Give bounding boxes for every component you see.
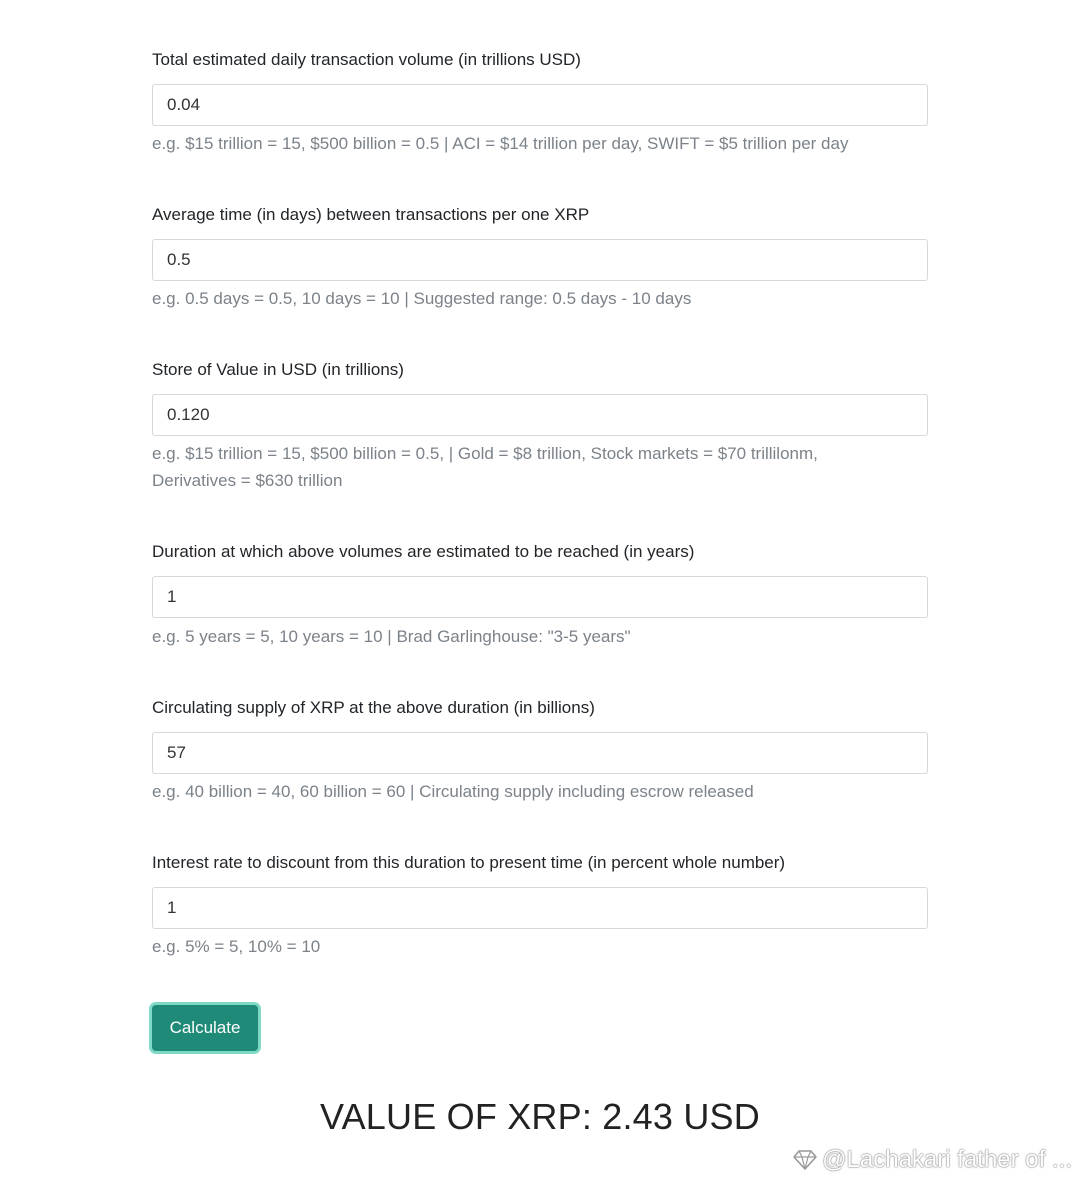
field-label-daily-volume: Total estimated daily transaction volume (in trillions USD) (152, 50, 581, 69)
watermark (792, 1146, 1072, 1174)
daily-volume-input[interactable] (152, 84, 928, 126)
field-label-store-of-value: Store of Value in USD (in trillions) (152, 360, 404, 379)
field-label-circulating-supply: Circulating supply of XRP at the above duration (in billions) (152, 698, 595, 717)
field-label-average-time: Average time (in days) between transactions per one XRP (152, 205, 590, 224)
watermark-text: @Lachakari father of ... (822, 1146, 1072, 1173)
field-help-duration: e.g. 5 years = 5, 10 years = 10 | Brad Garlinghouse: "3-5 years" (152, 627, 631, 646)
field-help-circulating-supply: e.g. 40 billion = 40, 60 billion = 60 | Circulating supply including escrow released (152, 782, 754, 801)
interest-rate-input[interactable] (152, 887, 928, 929)
field-label-interest-rate: Interest rate to discount from this duration to present time (in percent whole number) (152, 853, 786, 872)
calculate-button[interactable]: Calculate (152, 1005, 258, 1051)
field-help-daily-volume: e.g. $15 trillion = 15, $500 billion = 0.5 | ACI = $14 trillion per day, SWIFT = $5 trillion per day (152, 134, 849, 153)
diamond-logo-icon (792, 1149, 818, 1171)
circulating-supply-input[interactable] (152, 732, 928, 774)
duration-input[interactable] (152, 576, 928, 618)
average-time-input[interactable] (152, 239, 928, 281)
field-help-average-time: e.g. 0.5 days = 0.5, 10 days = 10 | Suggested range: 0.5 days - 10 days (152, 289, 692, 308)
field-help-interest-rate: e.g. 5% = 5, 10% = 10 (152, 937, 321, 956)
field-label-duration: Duration at which above volumes are estimated to be reached (in years) (152, 542, 695, 561)
store-of-value-input[interactable] (152, 394, 928, 436)
field-help-store-of-value: e.g. $15 trillion = 15, $500 billion = 0.5, | Gold = $8 trillion, Stock markets = $70 trillilonm, Derivatives = $630 trillion (152, 444, 818, 490)
result-value-text: VALUE OF XRP: 2.43 USD (320, 1096, 760, 1137)
